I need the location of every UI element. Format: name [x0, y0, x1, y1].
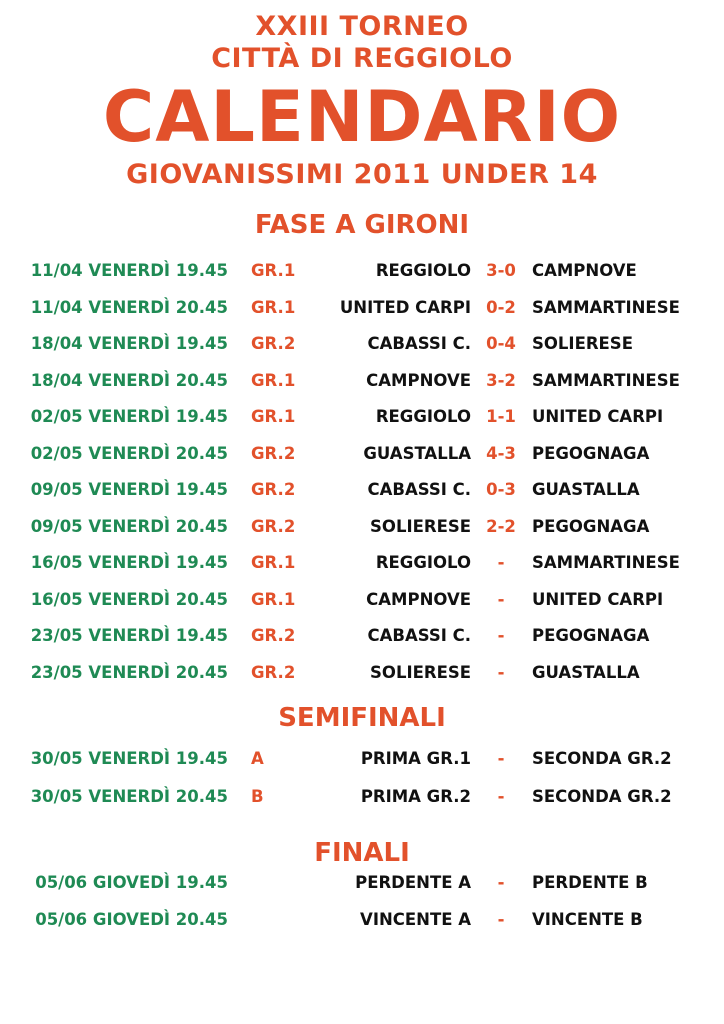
match-date: 05/06 GIOVEDÌ 20.45 — [35, 910, 228, 929]
away-team: VINCENTE B — [532, 910, 643, 929]
home-team: CABASSI C. — [367, 334, 471, 353]
match-date: 23/05 VENERDÌ 20.45 — [30, 662, 228, 682]
match-score: 3-0 — [486, 261, 516, 280]
away-team: SAMMARTINESE — [532, 553, 680, 572]
away-team: SAMMARTINESE — [532, 370, 680, 390]
match-score: 0-4 — [486, 334, 516, 353]
section-title-semifinals: SEMIFINALI — [278, 703, 446, 733]
match-score: - — [497, 553, 505, 572]
away-team: SAMMARTINESE — [532, 297, 680, 317]
match-group: GR.2 — [251, 480, 296, 499]
match-row — [0, 587, 724, 613]
match-group: A — [251, 749, 264, 768]
away-team: UNITED CARPI — [532, 589, 664, 609]
match-group: GR.2 — [251, 516, 296, 536]
away-team: PERDENTE B — [532, 873, 648, 892]
match-group: GR.1 — [251, 589, 296, 609]
match-score: - — [497, 662, 505, 682]
match-date: 02/05 VENERDÌ 19.45 — [30, 407, 228, 426]
home-team: SOLIERESE — [370, 662, 471, 682]
home-team: PRIMA GR.1 — [360, 749, 471, 768]
match-score: - — [497, 910, 505, 929]
match-date: 16/05 VENERDÌ 19.45 — [30, 553, 228, 572]
match-score: - — [497, 626, 505, 645]
match-row — [0, 550, 724, 576]
match-score: 0-3 — [486, 480, 516, 499]
away-team: SECONDA GR.2 — [532, 749, 672, 768]
match-row — [0, 870, 724, 896]
match-date: 18/04 VENERDÌ 19.45 — [30, 334, 228, 353]
away-team: GUASTALLA — [532, 480, 640, 499]
match-score: 4-3 — [486, 443, 516, 463]
match-date: 02/05 VENERDÌ 20.45 — [30, 443, 228, 463]
match-date: 18/04 VENERDÌ 20.45 — [30, 370, 228, 390]
home-team: REGGIOLO — [375, 407, 471, 426]
match-row — [0, 514, 724, 540]
match-score: - — [497, 873, 505, 892]
match-score: - — [497, 787, 505, 806]
away-team: PEGOGNAGA — [532, 626, 650, 645]
match-score: - — [497, 749, 505, 768]
away-team: GUASTALLA — [532, 662, 640, 682]
match-row — [0, 441, 724, 467]
match-group: GR.1 — [251, 261, 296, 280]
away-team: SOLIERESE — [532, 334, 633, 353]
match-date: 30/05 VENERDÌ 19.45 — [30, 749, 228, 768]
match-row — [0, 784, 724, 810]
home-team: SOLIERESE — [370, 516, 471, 536]
section-title-finals: FINALI — [314, 838, 410, 868]
match-score: 1-1 — [486, 407, 516, 426]
match-date: 09/05 VENERDÌ 20.45 — [30, 516, 228, 536]
home-team: CAMPNOVE — [366, 370, 471, 390]
match-group: GR.2 — [251, 334, 296, 353]
match-date: 11/04 VENERDÌ 20.45 — [30, 297, 228, 317]
section-title-group-stage: FASE A GIRONI — [254, 210, 470, 240]
match-date: 11/04 VENERDÌ 19.45 — [30, 261, 228, 280]
home-team: VINCENTE A — [360, 910, 471, 929]
match-group: GR.2 — [251, 662, 296, 682]
match-row — [0, 331, 724, 357]
match-score: 0-2 — [486, 297, 516, 317]
home-team: REGGIOLO — [375, 553, 471, 572]
match-row — [0, 623, 724, 649]
page-title: CALENDARIO — [102, 76, 622, 158]
home-team: CABASSI C. — [367, 626, 471, 645]
match-date: 05/06 GIOVEDÌ 19.45 — [35, 873, 228, 892]
away-team: PEGOGNAGA — [532, 516, 650, 536]
away-team: UNITED CARPI — [532, 407, 664, 426]
match-row — [0, 368, 724, 394]
match-score: 3-2 — [486, 370, 516, 390]
match-date: 09/05 VENERDÌ 19.45 — [30, 480, 228, 499]
home-team: PRIMA GR.2 — [360, 787, 471, 806]
match-group: GR.2 — [251, 443, 296, 463]
away-team: CAMPNOVE — [532, 261, 637, 280]
tournament-edition: XXIII TORNEO — [255, 11, 469, 42]
match-row — [0, 477, 724, 503]
match-group: GR.2 — [251, 626, 296, 645]
tournament-city: CITTÀ DI REGGIOLO — [211, 43, 513, 74]
away-team: SECONDA GR.2 — [532, 787, 672, 806]
category-title: GIOVANISSIMI 2011 UNDER 14 — [126, 159, 598, 190]
match-row — [0, 404, 724, 430]
match-group: GR.1 — [251, 297, 296, 317]
match-score: 2-2 — [486, 516, 516, 536]
match-date: 16/05 VENERDÌ 20.45 — [30, 589, 228, 609]
home-team: UNITED CARPI — [339, 297, 471, 317]
match-date: 23/05 VENERDÌ 19.45 — [30, 626, 228, 645]
match-row — [0, 907, 724, 933]
match-row — [0, 258, 724, 284]
match-row — [0, 660, 724, 686]
home-team: GUASTALLA — [363, 443, 471, 463]
match-row — [0, 295, 724, 321]
match-group: GR.1 — [251, 370, 296, 390]
home-team: CABASSI C. — [367, 480, 471, 499]
match-group: GR.1 — [251, 407, 296, 426]
home-team: CAMPNOVE — [366, 589, 471, 609]
match-score: - — [497, 589, 505, 609]
match-group: GR.1 — [251, 553, 296, 572]
away-team: PEGOGNAGA — [532, 443, 650, 463]
match-group: B — [251, 787, 264, 806]
match-row — [0, 746, 724, 772]
home-team: REGGIOLO — [375, 261, 471, 280]
home-team: PERDENTE A — [355, 873, 471, 892]
match-date: 30/05 VENERDÌ 20.45 — [30, 787, 228, 806]
